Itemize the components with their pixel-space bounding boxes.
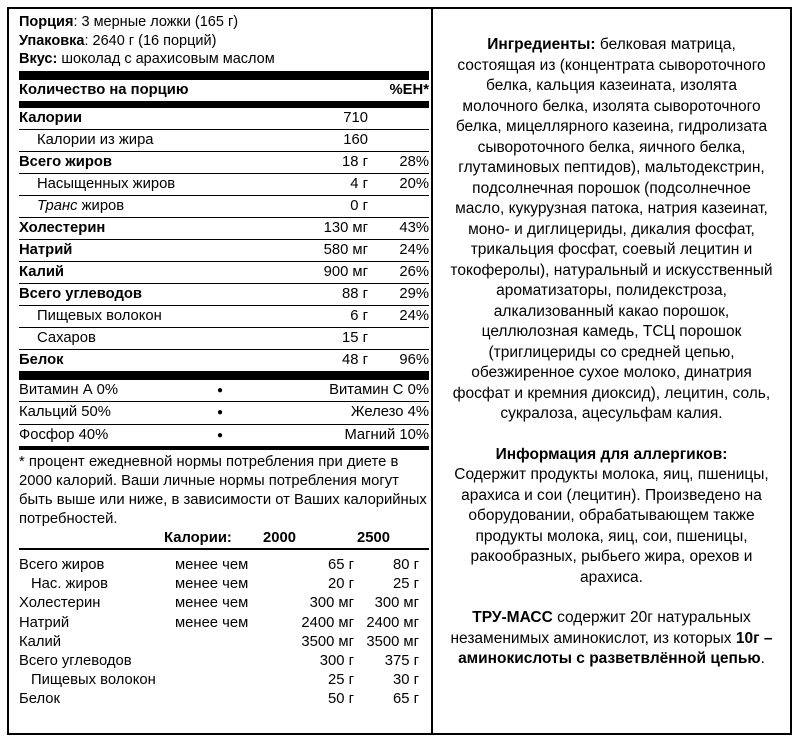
- nutrient-pct: 96%: [399, 351, 429, 368]
- vitamin-row: [19, 425, 429, 447]
- nutrient-name: Натрий: [19, 241, 73, 258]
- trans-italic: Транс: [37, 197, 78, 214]
- serving-label: Порция: [19, 14, 74, 30]
- nutrient-pct: 43%: [399, 219, 429, 236]
- daily-value-row: [19, 575, 429, 594]
- dv-2500: 2400 мг: [366, 614, 419, 631]
- vitamin-left: Кальций 50%: [19, 404, 111, 420]
- dv-qualifier: менее чем: [175, 576, 249, 593]
- nutrient-row: [19, 196, 429, 218]
- nutrient-amount: 900 мг: [323, 263, 368, 280]
- nutrient-row: [19, 130, 429, 152]
- calories-2000: 2000: [263, 530, 296, 546]
- vitamin-row: [19, 380, 429, 403]
- serving-line: [19, 13, 429, 32]
- nutrient-amount: 710: [343, 109, 368, 126]
- amount-header-row: [19, 80, 429, 102]
- nutrient-pct: 28%: [399, 153, 429, 170]
- dv-2000: 300 мг: [309, 595, 354, 612]
- dv-name: Нас. жиров: [31, 576, 109, 593]
- nutrient-amount: 0 г: [350, 197, 368, 214]
- dv-name: Всего жиров: [19, 557, 105, 573]
- bullet-icon: ●: [217, 384, 224, 396]
- package-line: [19, 32, 429, 51]
- dv-2000: 3500 мг: [301, 633, 354, 650]
- nutrient-amount: 48 г: [342, 351, 368, 368]
- amino-bold: 10г – аминокислоты с разветвлённой цепью: [458, 629, 773, 667]
- nutrient-name: Насыщенных жиров: [37, 175, 176, 192]
- ingredients-text: белковая матрица, состоящая из (концентрата сывороточного белка, кальция казеината, изолята молочного белка, изолята сывороточного белка, мицеллярного казеина, гидролизата сывороточного белка, яичного белка, глутаминовых пептидов), мальтодекстрин, подсолнечная порошок (подсолнечное масло, кукурузная патока, натрия казеинат, моно- и диглицериды, дикалия фосфат, трикальция фосфат, соевый лецитин и токоферолы), натуральный и искусственный ароматизаторы, полидекстроза, алкализованный какао порошок, целлюлозная камедь, ТСЦ порошок (триглицериды со средней цепью, обезжиренное сухое молоко, динатрия фосфат и кремния диоксид), лецитин, соль, сукралоза, ацесульфам калия.: [450, 36, 773, 422]
- package-label: Упаковка: [19, 32, 85, 49]
- nutrient-row: [19, 240, 429, 262]
- dv-2000: 65 г: [328, 557, 354, 573]
- nutrient-row: [19, 108, 429, 130]
- daily-value-row: [19, 556, 429, 575]
- serving-value: : 3 мерные ложки (165 г): [73, 14, 239, 30]
- trans-rest: жиров: [77, 197, 125, 214]
- nutrient-row: [19, 152, 429, 174]
- flavor-line: [19, 50, 429, 69]
- calories-2500: 2500: [357, 530, 390, 546]
- ingredients-paragraph: [447, 35, 776, 425]
- dv-2500: 25 г: [393, 576, 419, 593]
- calories-label: Калории:: [164, 530, 232, 546]
- dv-2500: 80 г: [393, 557, 419, 573]
- nutrient-pct: 24%: [399, 241, 429, 258]
- nutrient-row: [19, 284, 429, 306]
- daily-value-row: [19, 633, 429, 652]
- dv-2500: 375 г: [384, 652, 419, 669]
- bullet-icon: ●: [217, 429, 224, 441]
- flavor-value: шоколад с арахисовым маслом: [57, 51, 275, 67]
- dv-qualifier: менее чем: [175, 614, 249, 631]
- nutrient-name: Сахаров: [37, 329, 96, 346]
- nutrient-name: [37, 196, 124, 217]
- package-value: : 2640 г (16 порций): [84, 32, 217, 49]
- ingredients-panel: [433, 9, 790, 733]
- daily-value-row: [19, 690, 429, 709]
- nutrient-amount: 130 мг: [323, 219, 368, 236]
- nutrient-name: Белок: [19, 351, 64, 368]
- nutrient-pct: 20%: [399, 175, 429, 192]
- allergy-text: Содержит продукты молока, яиц, пшеницы, арахиса и сои (лецитин). Произведено на оборудовании, обрабатывающем также продукты молока, яиц, сои, пшеницы, ракообразных, рыбьего жира, орехов и арахиса.: [454, 466, 769, 586]
- nutrition-facts-panel: [9, 9, 431, 733]
- dv-2500: 30 г: [393, 672, 419, 689]
- daily-value-row: [19, 671, 429, 690]
- amino-brand: ТРУ-МАСС: [472, 609, 553, 626]
- dv-2000: 300 г: [319, 652, 354, 669]
- dv-header: %ЕН*: [389, 81, 429, 98]
- calorie-header-row: [19, 529, 429, 547]
- dv-2000: 20 г: [328, 576, 354, 593]
- nutrient-pct: 29%: [399, 285, 429, 302]
- nutrient-name: Всего углеводов: [19, 285, 142, 302]
- vitamin-right: Магний 10%: [344, 426, 429, 443]
- dv-2500: 65 г: [393, 691, 419, 708]
- allergy-paragraph: [447, 445, 776, 589]
- vitamin-row: [19, 402, 429, 425]
- footnote: * процент ежедневной нормы потребления при диете в 2000 калорий. Ваши личные нормы потребления могут быть выше или ниже, в зависимости от Ваших калорийных потребностей.: [19, 454, 427, 527]
- vitamin-right: Витамин С 0%: [329, 381, 429, 398]
- dv-name: Белок: [19, 691, 60, 708]
- nutrient-amount: 88 г: [342, 285, 368, 302]
- daily-value-row: [19, 652, 429, 671]
- nutrient-pct: 26%: [399, 263, 429, 280]
- nutrient-name: Калории из жира: [37, 131, 154, 148]
- dv-2000: 50 г: [328, 691, 354, 708]
- nutrient-name: Всего жиров: [19, 153, 113, 170]
- amount-per-serving-label: Количество на порцию: [19, 81, 189, 98]
- nutrition-label: [7, 7, 792, 735]
- nutrient-name: Пищевых волокон: [37, 307, 162, 324]
- bullet-icon: ●: [217, 407, 224, 418]
- dv-2000: 25 г: [328, 672, 354, 689]
- nutrient-row: [19, 262, 429, 284]
- nutrient-row: [19, 218, 429, 240]
- dv-2500: 300 мг: [374, 595, 419, 612]
- flavor-label: Вкус:: [19, 51, 58, 67]
- dv-qualifier: менее чем: [175, 595, 249, 612]
- nutrient-name: Калий: [19, 263, 65, 280]
- dv-2000: 2400 мг: [301, 614, 354, 631]
- amino-paragraph: [447, 608, 776, 670]
- nutrient-row: [19, 306, 429, 328]
- nutrient-row: [19, 328, 429, 350]
- nutrient-amount: 6 г: [350, 307, 368, 324]
- nutrient-amount: 160: [343, 131, 368, 148]
- nutrient-pct: 24%: [399, 307, 429, 324]
- thick-rule: [19, 371, 429, 380]
- vitamin-left: Фосфор 40%: [19, 426, 109, 443]
- nutrient-amount: 580 мг: [323, 241, 368, 258]
- dv-2500: 3500 мг: [366, 633, 419, 650]
- nutrient-name: Холестерин: [19, 219, 106, 236]
- thick-rule: [19, 71, 429, 80]
- daily-value-row: [19, 614, 429, 633]
- nutrient-name: Калории: [19, 109, 82, 126]
- dv-name: Калий: [19, 633, 62, 650]
- daily-value-row: [19, 594, 429, 613]
- nutrient-row: [19, 174, 429, 196]
- dv-name: Всего углеводов: [19, 652, 132, 669]
- nutrient-amount: 15 г: [342, 329, 368, 346]
- dv-name: Пищевых волокон: [31, 672, 156, 689]
- amino-end: .: [760, 650, 765, 667]
- amino-text: содержит 20г натуральных незаменимых аминокислот, из которых: [450, 609, 751, 647]
- vitamin-left: Витамин А 0%: [19, 381, 119, 398]
- ingredients-title: Ингредиенты:: [487, 36, 596, 53]
- dv-name: Натрий: [19, 614, 70, 631]
- dv-name: Холестерин: [19, 595, 101, 612]
- nutrient-row: [19, 350, 429, 371]
- nutrient-amount: 18 г: [342, 153, 368, 170]
- allergy-title: Информация для аллергиков:: [495, 445, 728, 463]
- dv-qualifier: менее чем: [175, 557, 249, 573]
- vitamin-right: Железо 4%: [350, 404, 429, 420]
- nutrient-amount: 4 г: [350, 175, 368, 192]
